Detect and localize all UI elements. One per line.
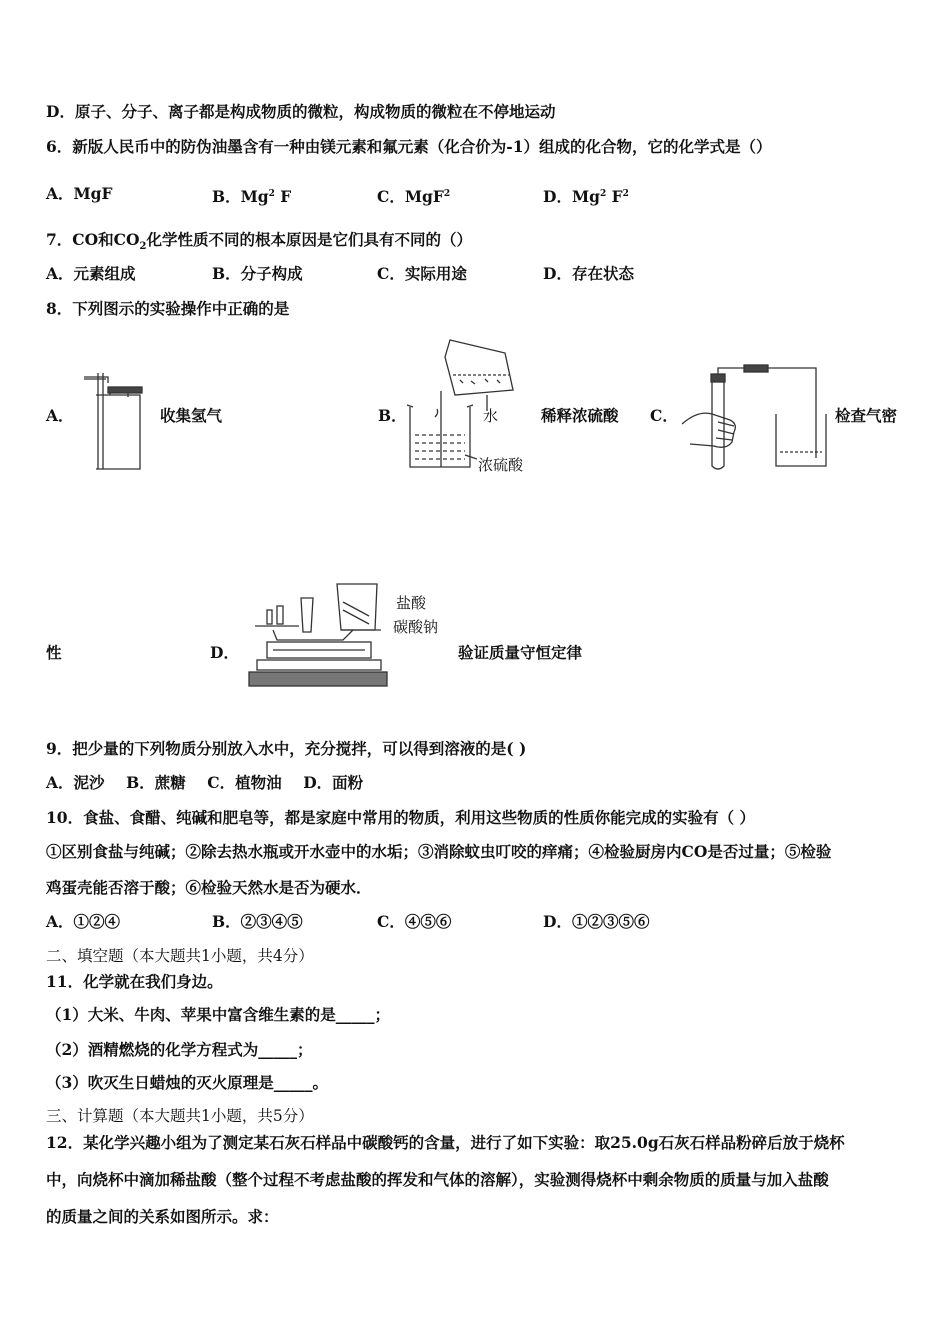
q8-c-label-continued: 性	[46, 643, 62, 662]
q10-line1: ①区别食盐与纯碱；②除去热水瓶或开水壶中的水垢；③消除蚊虫叮咬的痒痛；④检验厨房内CO是否过量；⑤检验	[46, 842, 832, 861]
q8-a-letter: A．	[46, 406, 74, 425]
balance-figure	[243, 578, 393, 694]
q5-option-d: D．原子、分子、离子都是构成物质的微粒，构成物质的微粒在不停地运动	[46, 102, 556, 121]
q10-option-a: A．①②④	[46, 912, 121, 931]
q7-option-a: A．元素组成	[46, 264, 136, 283]
q8-a-label: 收集氢气	[160, 406, 223, 425]
q10-option-d: D．①②③⑤⑥	[543, 912, 650, 931]
q6-option-c: C．MgF$^2$	[377, 187, 451, 207]
section-3-heading: 三、计算题（本大题共1小题，共5分）	[46, 1107, 314, 1125]
q7-stem: 7．CO和$CO_2$化学性质不同的根本原因是它们具有不同的（）	[46, 230, 472, 253]
q7-option-c: C．实际用途	[377, 264, 467, 283]
q6-option-a: A．MgF	[46, 184, 113, 203]
q10-line2: 鸡蛋壳能否溶于酸；⑥检验天然水是否为硬水．	[46, 878, 372, 897]
na2co3-label: 碳酸钠	[393, 618, 439, 636]
q11-part3: （3）吹灭生日蜡烛的灭火原理是_____。	[46, 1073, 329, 1092]
q8-d-label: 验证质量守恒定律	[458, 643, 583, 662]
q11-part1: （1）大米、牛肉、苹果中富含维生素的是_____；	[46, 1005, 391, 1024]
q6-option-b: B．Mg$^2$ F	[212, 187, 292, 207]
gas-bottle-figure	[78, 365, 158, 473]
q12-line3: 的质量之间的关系如图所示。求：	[46, 1207, 279, 1226]
q10-option-c: C．④⑤⑥	[377, 912, 452, 931]
airtightness-figure	[680, 362, 836, 474]
q8-b-label: 稀释浓硫酸	[541, 406, 619, 425]
hcl-label: 盐酸	[396, 594, 427, 612]
q6-stem: 6．新版人民币中的防伪油墨含有一种由镁元素和氟元素（化合价为-1）组成的化合物，它的化学式是（）	[46, 137, 772, 156]
q7-option-b: B．分子构成	[212, 264, 303, 283]
q7-option-d: D．存在状态	[543, 264, 634, 283]
q8-c-letter: C．	[650, 406, 678, 425]
conc-acid-label: 浓硫酸	[478, 456, 524, 474]
q8-stem: 8．下列图示的实验操作中正确的是	[46, 299, 290, 318]
q12-line1: 12．某化学兴趣小组为了测定某石灰石样品中碳酸钙的含量，进行了如下实验：取25.0g石灰石样品粉碎后放于烧杯	[46, 1133, 845, 1152]
q11-stem: 11．化学就在我们身边。	[46, 972, 223, 991]
water-label: 水	[483, 407, 499, 425]
q12-line2: 中，向烧杯中滴加稀盐酸（整个过程不考虑盐酸的挥发和气体的溶解），实验测得烧杯中剩余物质的质量与加入盐酸	[46, 1170, 829, 1189]
q9-options: A．泥沙 B．蔗糖 C．植物油 D．面粉	[46, 773, 364, 792]
q8-b-letter: B．	[378, 406, 407, 425]
q8-c-label: 检查气密	[835, 406, 898, 425]
q9-stem: 9．把少量的下列物质分别放入水中，充分搅拌，可以得到溶液的是( )	[46, 739, 527, 758]
q10-option-b: B．②③④⑤	[212, 912, 303, 931]
q11-part2: （2）酒精燃烧的化学方程式为_____；	[46, 1040, 313, 1059]
q6-option-d: D．Mg$^2$ $F^2$	[543, 187, 629, 207]
q8-d-letter: D．	[210, 643, 239, 662]
section-2-heading: 二、填空题（本大题共1小题，共4分）	[46, 947, 314, 965]
q10-stem: 10．食盐、食醋、纯碱和肥皂等，都是家庭中常用的物质，利用这些物质的性质你能完成的实验有（ ）	[46, 808, 755, 827]
